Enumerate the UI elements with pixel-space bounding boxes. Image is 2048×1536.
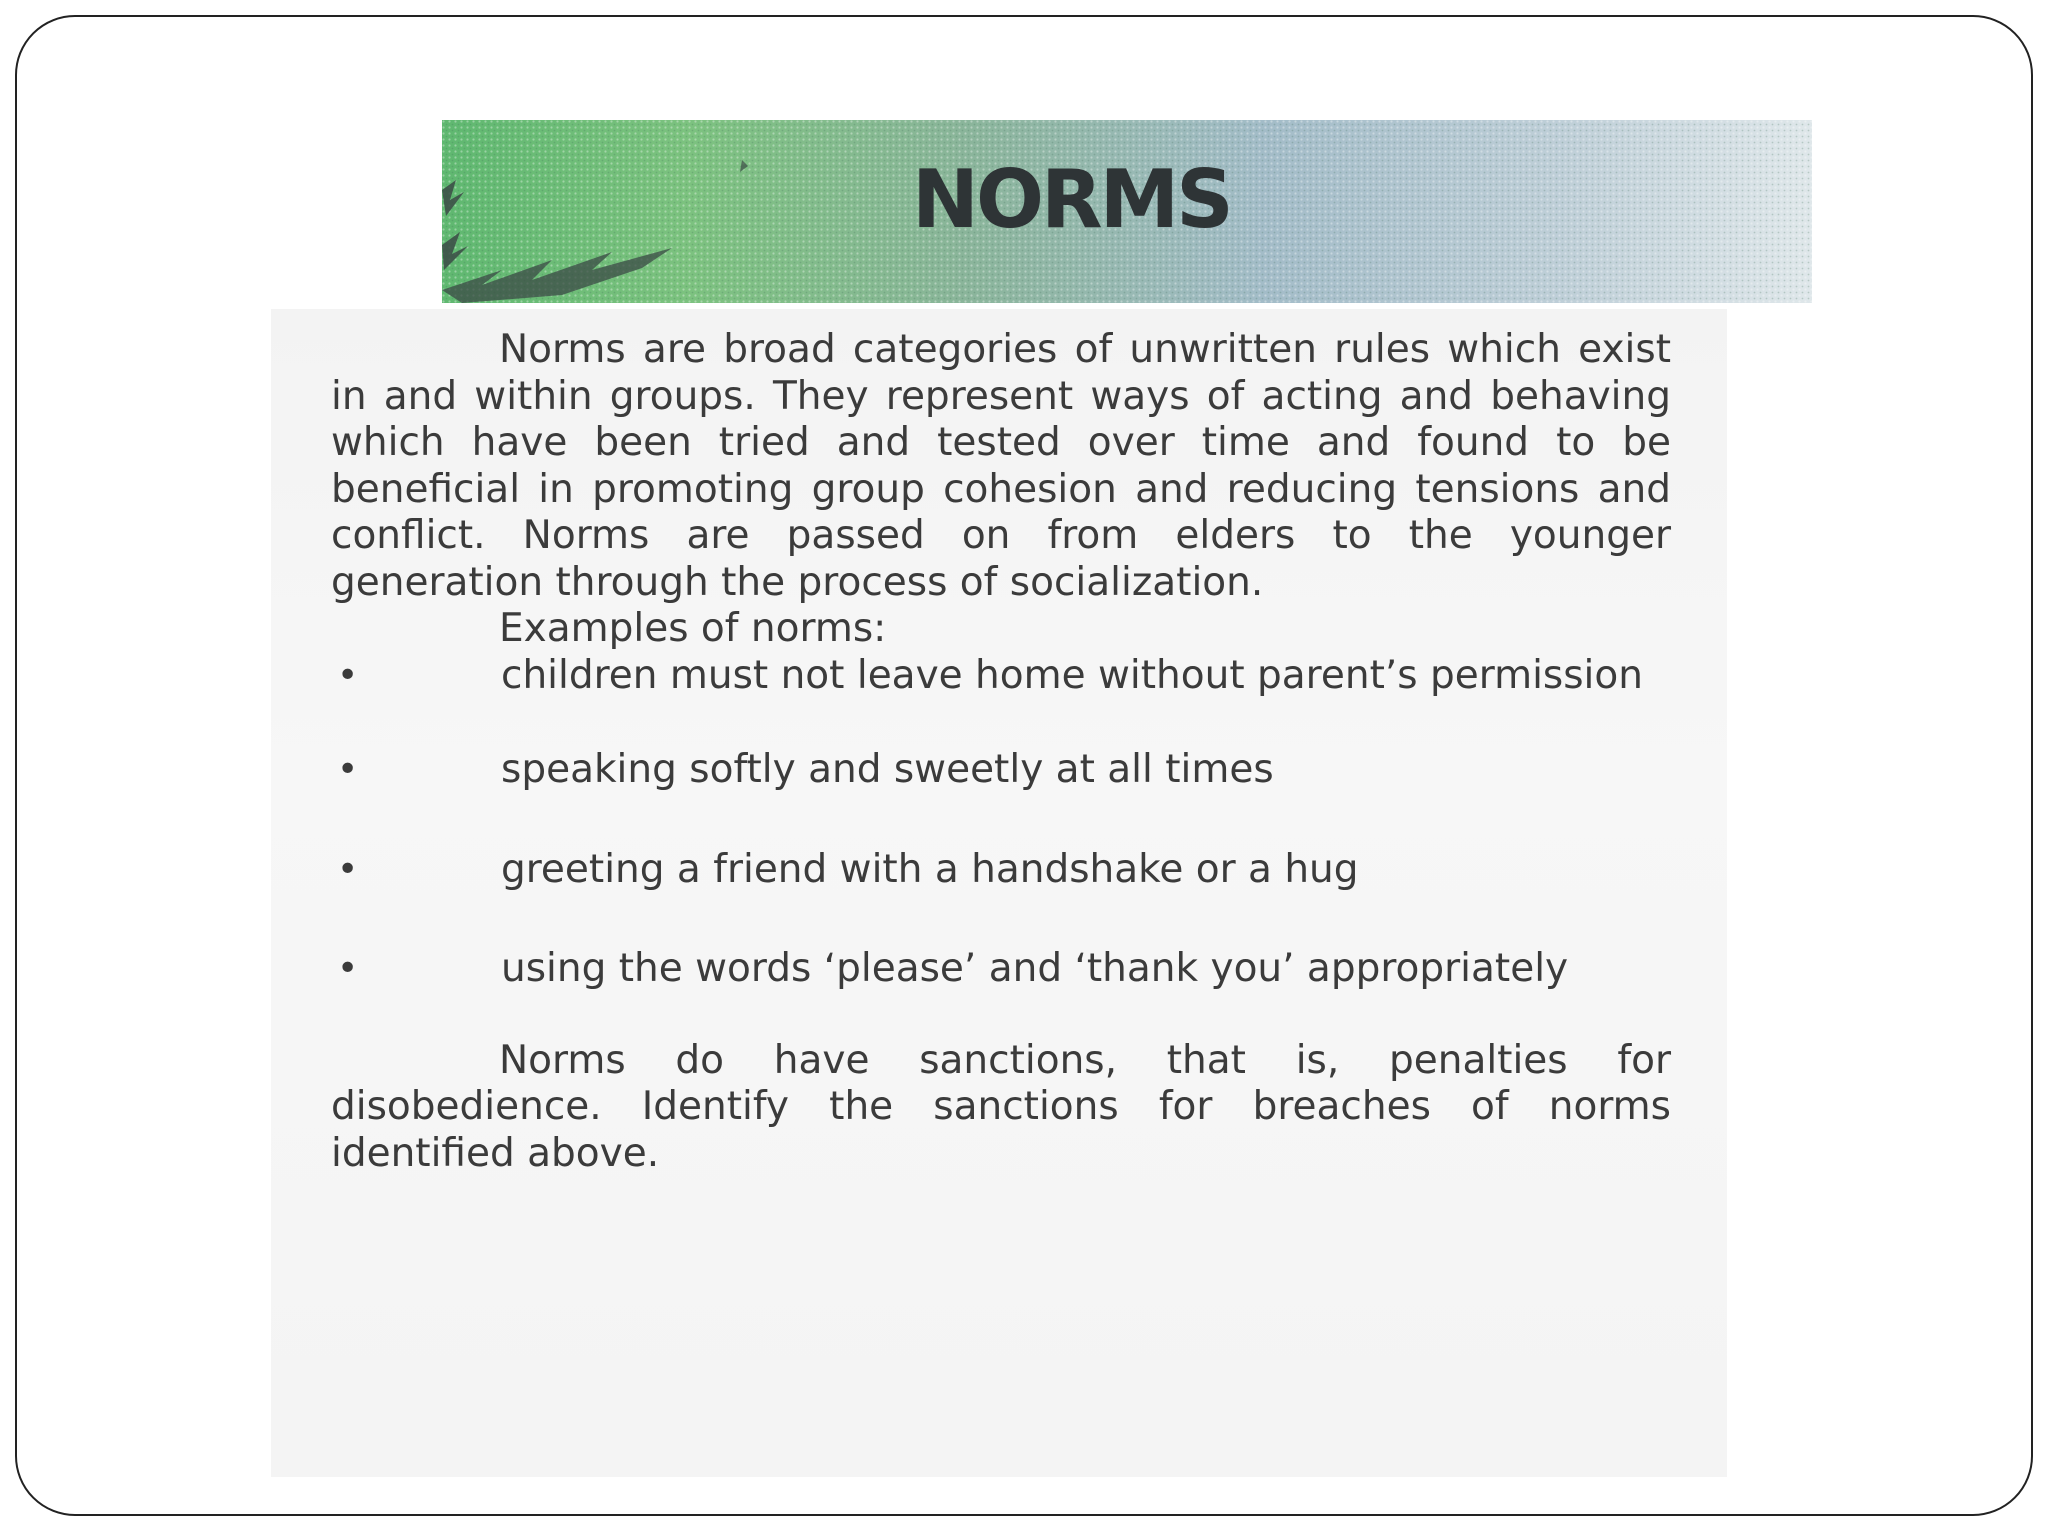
example-text: greeting a friend with a handshake or a hug [501,846,1359,892]
bullet-icon: • [337,948,359,989]
title-banner [442,120,1812,303]
list-item [331,653,1671,700]
example-text: using the words ‘please’ and ‘thank you’ appropriately [501,946,1569,991]
bullet-icon: • [337,749,359,790]
list-item [331,847,1671,894]
text-body [331,327,1671,1177]
list-item [331,747,1671,794]
bullet-icon: • [337,848,359,890]
examples-list [331,653,1671,993]
page-title: NORMS [912,153,1231,246]
example-text: children must not leave home without parent’s permission [501,652,1643,698]
sanctions-paragraph: Norms do have sanctions, that is, penalties for disobedience. Identify the sanctions for breaches of norms identified above. [331,1037,1671,1176]
scanned-text-page [271,309,1727,1477]
examples-heading: Examples of norms: [499,606,887,651]
intro-paragraph: Norms are broad categories of unwritten rules which exist in and within groups. They represent ways of acting and behaving which have been tried and tested over time and found to be beneficial in promoting group cohesion and reducing tensions and conflict. Norms are passed on from elders to the younger generation through the process of socialization. [331,327,1671,605]
slide-frame [15,15,2033,1516]
example-text: speaking softly and sweetly at all times [501,747,1274,792]
list-item [331,946,1671,993]
bullet-icon: • [337,654,359,696]
